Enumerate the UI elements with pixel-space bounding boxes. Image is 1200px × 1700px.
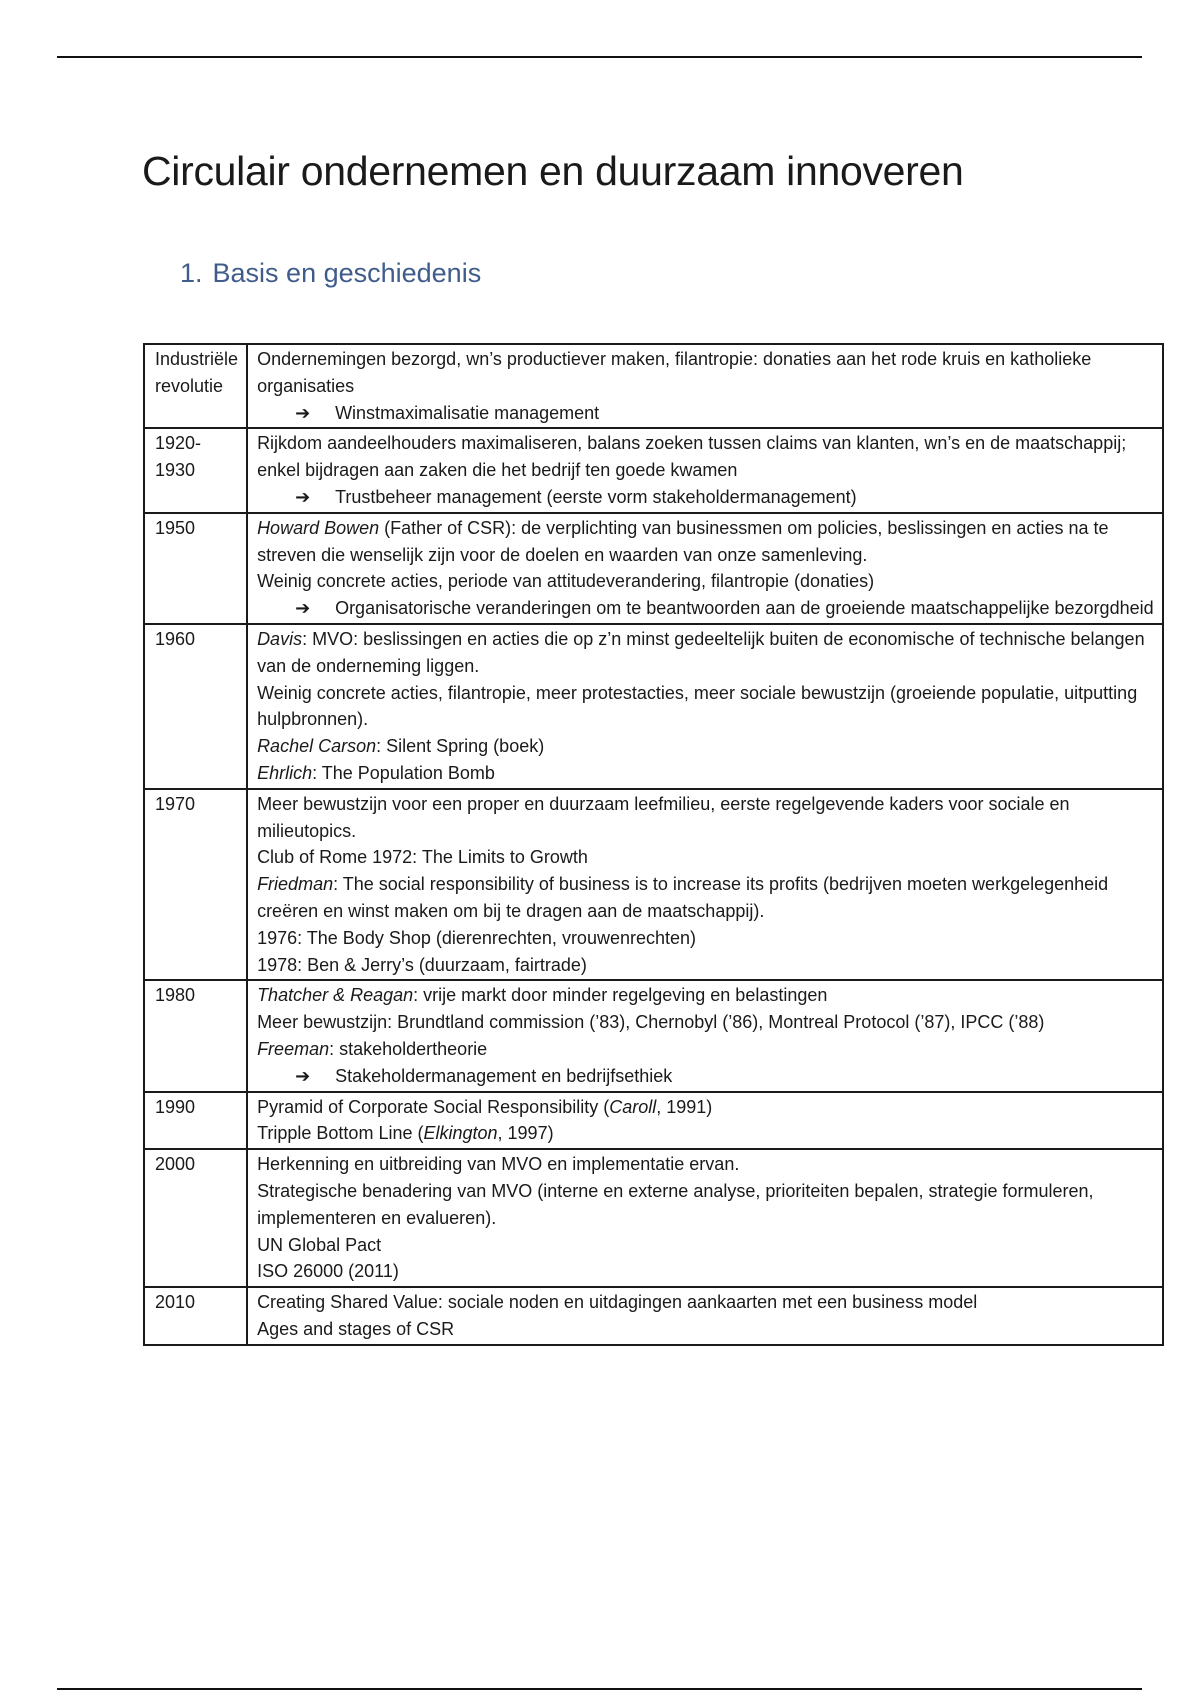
table-row <box>144 513 1163 624</box>
arrow-right-icon: ➔ <box>295 486 311 507</box>
description-line <box>257 1063 1154 1090</box>
description-line: Weinig concrete acties, filantropie, meer protestacties, meer sociale bewustzijn (groeiende populatie, uitputting hulpbronnen). <box>257 682 1138 730</box>
description-line: Strategische benadering van MVO (interne en externe analyse, prioriteiten bepalen, strategie formuleren, implementeren en evalueren). <box>257 1180 1094 1228</box>
person-name: Howard Bowen <box>257 517 380 538</box>
description-line <box>257 760 1154 787</box>
description-line: Club of Rome 1972: The Limits to Growth <box>257 847 588 868</box>
line-text-after: , 1991) <box>656 1096 713 1117</box>
description-cell <box>247 513 1163 624</box>
description-cell <box>247 980 1163 1091</box>
person-name: Davis <box>257 628 303 649</box>
table-row <box>144 1287 1163 1345</box>
description-line: Ages and stages of CSR <box>257 1318 455 1339</box>
description-cell <box>247 789 1163 981</box>
line-text-after: , 1997) <box>497 1123 554 1144</box>
footer-rule <box>57 1688 1142 1690</box>
description-line: 1976: The Body Shop (dierenrechten, vrouwenrechten) <box>257 927 697 948</box>
description-line <box>257 1094 1154 1121</box>
section-title: Basis en geschiedenis <box>212 258 482 288</box>
person-name: Elkington <box>423 1123 498 1144</box>
description-line <box>257 871 1154 925</box>
arrow-conclusion-text: Organisatorische veranderingen om te beantwoorden aan de groeiende maatschappelijke bezorgdheid <box>335 598 1154 619</box>
description-line <box>257 1036 1154 1063</box>
period-cell: 2000 <box>144 1149 247 1287</box>
period-cell: 2010 <box>144 1287 247 1345</box>
arrow-right-icon: ➔ <box>295 598 311 619</box>
period-cell: 1990 <box>144 1092 247 1150</box>
section-heading <box>180 258 481 289</box>
description-line: ISO 26000 (2011) <box>257 1261 399 1282</box>
table-row <box>144 1149 1163 1287</box>
document-title: Circulair ondernemen en duurzaam innoveren <box>142 148 964 194</box>
arrow-conclusion-text: Winstmaximalisatie management <box>335 402 600 423</box>
period-cell: 1980 <box>144 980 247 1091</box>
period-cell: 1920-1930 <box>144 428 247 512</box>
description-line <box>257 400 1154 427</box>
arrow-conclusion-text: Stakeholdermanagement en bedrijfsethiek <box>335 1065 673 1086</box>
line-text: Tripple Bottom Line ( <box>257 1123 424 1144</box>
line-text: : The Population Bomb <box>312 762 495 783</box>
table-row <box>144 344 1163 428</box>
timeline-body <box>144 344 1163 1345</box>
description-cell <box>247 344 1163 428</box>
description-cell <box>247 624 1163 789</box>
description-cell <box>247 428 1163 512</box>
description-line: UN Global Pact <box>257 1234 382 1255</box>
description-cell <box>247 1287 1163 1345</box>
table-row <box>144 789 1163 981</box>
line-text: : MVO: beslissingen en acties die op z’n minst gedeeltelijk buiten de economische of technische belangen van de onderneming liggen. <box>257 628 1145 676</box>
arrow-right-icon: ➔ <box>295 1065 311 1086</box>
header-rule <box>57 56 1142 58</box>
person-name: Freeman <box>257 1038 330 1059</box>
section-number: 1. <box>180 258 203 288</box>
person-name: Friedman <box>257 874 334 895</box>
description-line <box>257 626 1154 680</box>
line-text: : vrije markt door minder regelgeving en belastingen <box>413 985 828 1006</box>
line-text: : Silent Spring (boek) <box>376 736 545 757</box>
description-line <box>257 1120 1154 1147</box>
arrow-right-icon: ➔ <box>295 402 311 423</box>
table-row <box>144 980 1163 1091</box>
line-text: Pyramid of Corporate Social Responsibility ( <box>257 1096 610 1117</box>
period-cell: 1970 <box>144 789 247 981</box>
person-name: Thatcher & Reagan <box>257 985 414 1006</box>
period-cell: 1950 <box>144 513 247 624</box>
person-name: Caroll <box>609 1096 657 1117</box>
description-line: 1978: Ben & Jerry’s (duurzaam, fairtrade) <box>257 954 587 975</box>
description-line <box>257 982 1154 1009</box>
period-cell: 1960 <box>144 624 247 789</box>
person-name: Ehrlich <box>257 762 313 783</box>
arrow-conclusion-text: Trustbeheer management (eerste vorm stakeholdermanagement) <box>335 486 857 507</box>
description-line: Herkenning en uitbreiding van MVO en implementatie ervan. <box>257 1154 740 1175</box>
table-row <box>144 624 1163 789</box>
description-cell <box>247 1092 1163 1150</box>
table-row <box>144 428 1163 512</box>
description-line <box>257 515 1154 569</box>
line-text: : The social responsibility of business is to increase its profits (bedrijven moeten werkgelegenheid creëren en winst maken om bij te dragen aan de maatschappij). <box>257 874 1109 921</box>
person-name: Rachel Carson <box>257 736 377 757</box>
table-row <box>144 1092 1163 1150</box>
description-line <box>257 595 1154 622</box>
history-timeline-table <box>143 343 1164 1346</box>
description-line: Ondernemingen bezorgd, wn’s productiever maken, filantropie: donaties aan het rode kruis en katholieke organisaties <box>257 349 1092 396</box>
period-cell: Industriële revolutie <box>144 344 247 428</box>
description-line <box>257 733 1154 760</box>
description-line: Rijkdom aandeelhouders maximaliseren, balans zoeken tussen claims van klanten, wn’s en de maatschappij; enkel bijdragen aan zaken die het bedrijf ten goede kwamen <box>257 433 1127 481</box>
description-line: Weinig concrete acties, periode van attitudeverandering, filantropie (donaties) <box>257 571 875 592</box>
description-cell <box>247 1149 1163 1287</box>
line-text: (Father of CSR): de verplichting van businessmen om policies, beslissingen en acties na te streven die wenselijk zijn voor de doelen en waarden van onze samenleving. <box>257 517 1109 565</box>
description-line <box>257 484 1154 511</box>
description-line: Meer bewustzijn: Brundtland commission (’83), Chernobyl (’86), Montreal Protocol (’87), IPCC (’88) <box>257 1012 1045 1033</box>
description-line: Meer bewustzijn voor een proper en duurzaam leefmilieu, eerste regelgevende kaders voor sociale en milieutopics. <box>257 793 1070 841</box>
line-text: : stakeholdertheorie <box>329 1038 488 1059</box>
description-line: Creating Shared Value: sociale noden en uitdagingen aankaarten met een business model <box>257 1292 978 1313</box>
